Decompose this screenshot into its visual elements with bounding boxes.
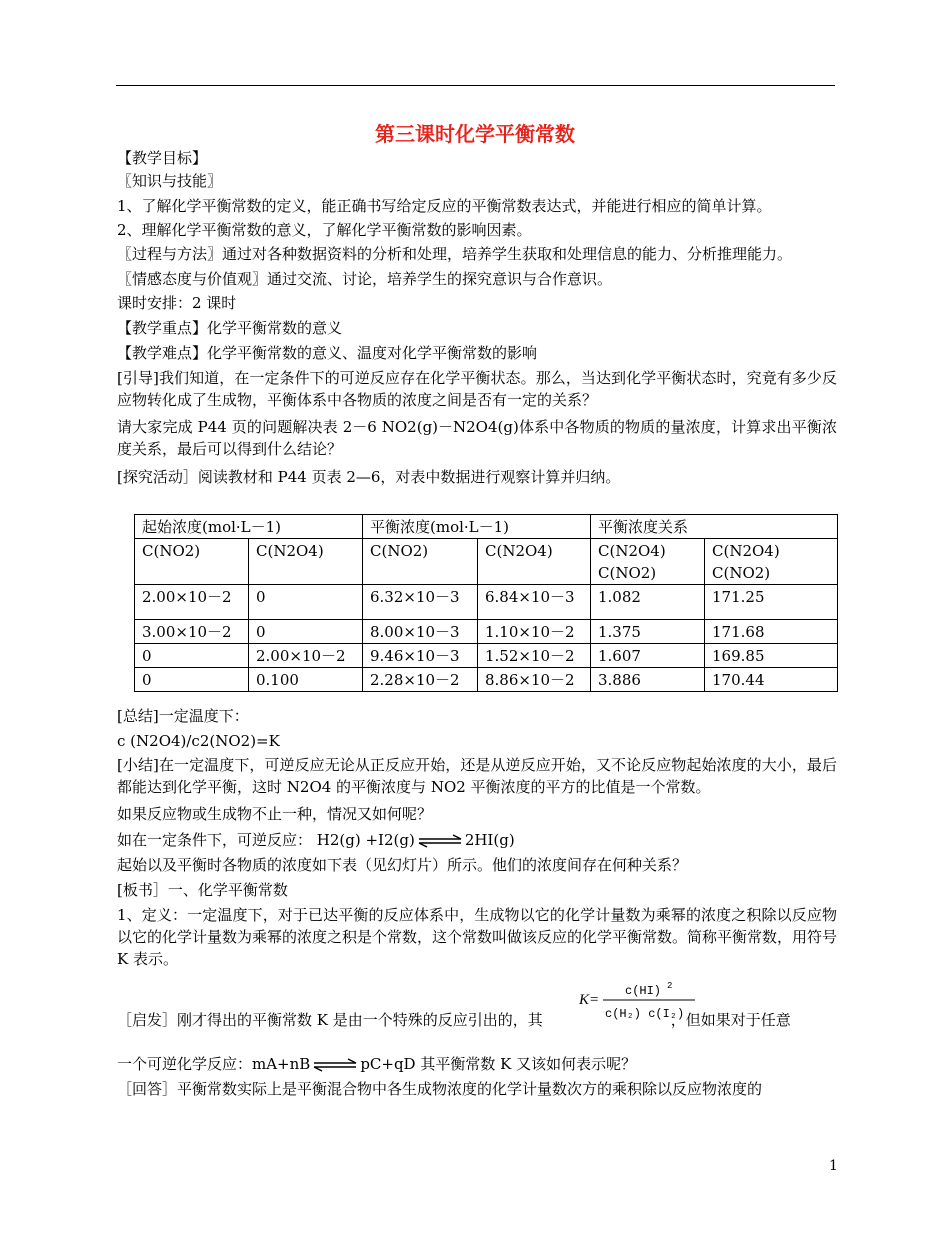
subheader-cell: [591, 539, 705, 585]
general-products: pC+qD 其平衡常数 K 又该如何表示呢？: [360, 1055, 637, 1073]
lesson-schedule: 课时安排：2 课时: [117, 294, 237, 312]
hint-text-end: ，但如果对于任意: [670, 1011, 791, 1029]
equilibrium-arrow-icon: [417, 834, 463, 848]
table-header-row: [135, 515, 838, 539]
table-cell: 1.082: [591, 585, 705, 620]
table-cell: 9.46×10－3: [363, 644, 478, 668]
page-number: 1: [829, 1158, 838, 1174]
table-cell: 0.100: [249, 668, 363, 692]
summary-heading: [总结]一定温度下：: [117, 707, 249, 725]
definition-paragraph: 1、定义：一定温度下，对于已达平衡的反应体系中，生成物以它的化学计量数为乘幂的浓度之积除以反应物以它的化学计量数为乘幂的浓度之积是个常数，这个常数叫做该反应的化学平衡常数。简称平衡常数，用符号 K 表示。: [117, 906, 838, 968]
attitude-values: 〖情感态度与价值观〗通过交流、讨论，培养学生的探究意识与合作意识。: [117, 270, 613, 288]
header-rule: [116, 85, 835, 86]
table-cell: 6.84×10－3: [478, 585, 591, 620]
concentration-table: [134, 514, 838, 692]
table-cell: 0: [249, 585, 363, 620]
table-cell: 1.375: [591, 620, 705, 644]
table-row: [135, 620, 838, 644]
intro-paragraph: [引导]我们知道，在一定条件下的可逆反应存在化学平衡状态。那么，当达到化学平衡状态时，究竟有多少反应物转化成了生成物，平衡体系中各物质的浓度之间是否有一定的关系？: [117, 369, 837, 409]
formula-exponent: 2: [667, 981, 673, 991]
table-cell: 2.00×10－2: [135, 585, 249, 620]
general-reactants: 一个可逆化学反应：mA+nB: [117, 1055, 311, 1073]
reaction-products: 2HI(g): [464, 831, 515, 849]
general-reaction-line: [117, 1053, 837, 1075]
table-header-equilibrium: 平衡浓度(mol·L－1): [363, 515, 591, 539]
subheader-numerator: C(N2O4): [712, 542, 780, 560]
table-cell: 3.886: [591, 668, 705, 692]
teaching-goals-heading: 【教学目标】: [117, 149, 208, 167]
conclusion-paragraph: [小结]在一定温度下，可逆反应无论从正反应开始，还是从逆反应开始，又不论反应物起始浓度的大小，最后都能达到化学平衡，这时 N2O4 的平衡浓度与 NO2 平衡浓度的平方的比值是一个常数。: [117, 756, 837, 796]
key-points: 【教学重点】化学平衡常数的意义: [117, 319, 343, 337]
table-cell: 0: [135, 668, 249, 692]
table-cell: 6.32×10－3: [363, 585, 478, 620]
table-cell: 171.68: [705, 620, 838, 644]
knowledge-skills-heading: 〖知识与技能〗: [117, 172, 223, 190]
table-header-initial: 起始浓度(mol·L－1): [135, 515, 363, 539]
subheader-numerator: C(N2O4): [598, 542, 666, 560]
subheader-denominator: C(NO2): [712, 564, 771, 582]
table-cell: 0: [249, 620, 363, 644]
task-paragraph: 请大家完成 P44 页的问题解决表 2－6 NO2(g)－N2O4(g)体系中各物质的物质的量浓度，计算求出平衡浓度关系，最后可以得到什么结论？: [117, 418, 837, 458]
question-line: 如果反应物或生成物不止一种，情况又如何呢？: [117, 805, 433, 823]
table-row: [135, 644, 838, 668]
subheader-cell: C(NO2): [363, 539, 478, 585]
reaction-line: [117, 829, 837, 851]
subheader-cell: C(N2O4): [478, 539, 591, 585]
table-cell: 1.607: [591, 644, 705, 668]
table-cell: 8.86×10－2: [478, 668, 591, 692]
formula-denominator: c(H₂) c(I₂): [605, 1007, 685, 1021]
table-cell: 8.00×10－3: [363, 620, 478, 644]
process-methods: 〖过程与方法〗通过对各种数据资料的分析和处理，培养学生获取和处理信息的能力、分析推理能力。: [117, 245, 793, 263]
subheader-cell: C(NO2): [135, 539, 249, 585]
table-cell: 170.44: [705, 668, 838, 692]
goal-item-2: 2、理解化学平衡常数的意义，了解化学平衡常数的影响因素。: [117, 221, 532, 239]
table-cell: 169.85: [705, 644, 838, 668]
table-header-relation: 平衡浓度关系: [591, 515, 838, 539]
table-cell: 171.25: [705, 585, 838, 620]
summary-equation: c (N2O4)/c2(NO2)=K: [117, 732, 280, 750]
explore-activity: [探究活动］阅读教材和 P44 页表 2—6，对表中数据进行观察计算并归纳。: [117, 468, 621, 486]
answer-line: ［回答］平衡常数实际上是平衡混合物中各生成物浓度的化学计量数次方的乘积除以反应物浓度的: [117, 1080, 763, 1098]
table-cell: 2.00×10－2: [249, 644, 363, 668]
table-cell: 1.52×10－2: [478, 644, 591, 668]
table-cell: 1.10×10－2: [478, 620, 591, 644]
table-row: [135, 668, 838, 692]
board-heading: [板书］一、化学平衡常数: [117, 881, 288, 899]
table-cell: 0: [135, 644, 249, 668]
equilibrium-arrow-icon: [312, 1058, 358, 1072]
slide-reference: 起始以及平衡时各物质的浓度如下表（见幻灯片）所示。他们的浓度间存在何种关系？: [117, 856, 688, 874]
goal-item-1: 1、了解化学平衡常数的定义，能正确书写给定反应的平衡常数表达式，并能进行相应的简单计算。: [117, 197, 772, 215]
subheader-cell: C(N2O4): [249, 539, 363, 585]
subheader-cell: [705, 539, 838, 585]
reaction-reactants: 如在一定条件下，可逆反应： H2(g) +I2(g): [117, 831, 415, 849]
table-cell: 3.00×10－2: [135, 620, 249, 644]
table-cell: 2.28×10－2: [363, 668, 478, 692]
formula-k: K=: [579, 992, 600, 1008]
formula-numerator: c(HI): [625, 984, 662, 998]
table-row: [135, 585, 838, 620]
difficult-points: 【教学难点】化学平衡常数的意义、温度对化学平衡常数的影响: [117, 344, 538, 362]
hint-text-start: ［启发］刚才得出的平衡常数 K 是由一个特殊的反应引出的，其: [117, 1011, 543, 1029]
hint-line: [117, 1009, 837, 1031]
table-subheader-row: [135, 539, 838, 585]
subheader-denominator: C(NO2): [598, 564, 657, 582]
page-title: 第三课时化学平衡常数: [375, 122, 575, 146]
